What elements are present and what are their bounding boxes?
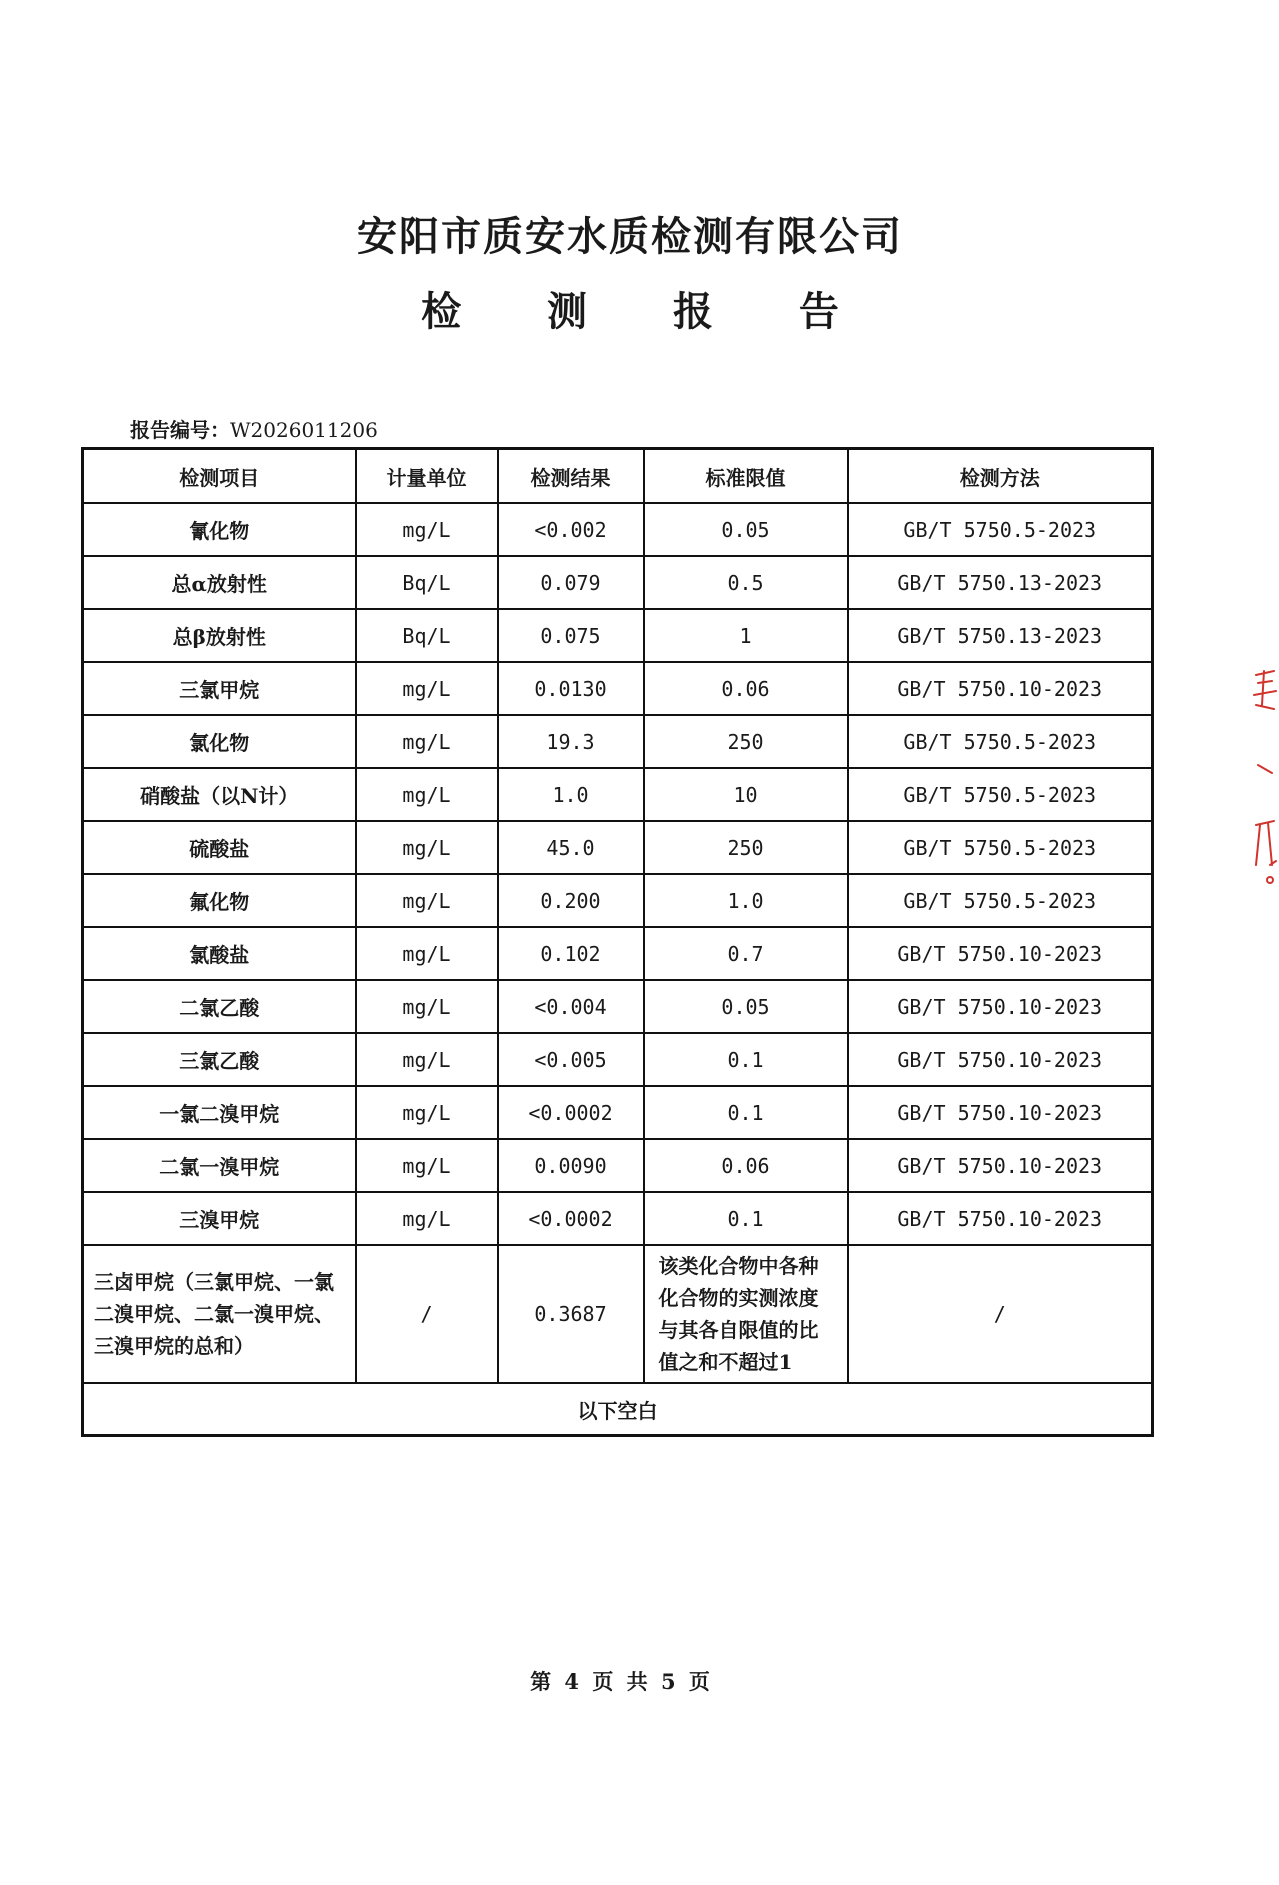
- cell-limit: 1.0: [644, 874, 848, 927]
- table-row: [83, 874, 1153, 927]
- cell-result: 0.0130: [498, 662, 644, 715]
- cell-method: GB/T 5750.10-2023: [848, 1033, 1153, 1086]
- table-row: [83, 927, 1153, 980]
- table-row: [83, 768, 1153, 821]
- cell-result: 0.075: [498, 609, 644, 662]
- cell-limit: 0.06: [644, 662, 848, 715]
- cell-limit: 0.1: [644, 1033, 848, 1086]
- table-row: [83, 715, 1153, 768]
- cell-method: GB/T 5750.10-2023: [848, 980, 1153, 1033]
- cell-item: 硫酸盐: [83, 821, 356, 874]
- cell-method: GB/T 5750.10-2023: [848, 1086, 1153, 1139]
- cell-limit: 0.1: [644, 1192, 848, 1245]
- cell-method: GB/T 5750.5-2023: [848, 715, 1153, 768]
- cell-result: 0.0090: [498, 1139, 644, 1192]
- table-row: [83, 1033, 1153, 1086]
- cell-item: 二氯一溴甲烷: [83, 1139, 356, 1192]
- cell-limit: 0.05: [644, 503, 848, 556]
- cell-unit: mg/L: [356, 1192, 498, 1245]
- cell-limit: 该类化合物中各种化合物的实测浓度与其各自限值的比值之和不超过1: [644, 1245, 848, 1383]
- cell-unit: mg/L: [356, 1139, 498, 1192]
- cell-limit: 10: [644, 768, 848, 821]
- cell-item: 氟化物: [83, 874, 356, 927]
- header-method: 检测方法: [848, 449, 1153, 504]
- report-number-label: 报告编号：: [130, 418, 230, 442]
- cell-limit: 0.5: [644, 556, 848, 609]
- cell-item: 氰化物: [83, 503, 356, 556]
- cell-unit: /: [356, 1245, 498, 1383]
- cell-unit: mg/L: [356, 768, 498, 821]
- blank-note: 以下空白: [83, 1383, 1153, 1436]
- table-row: [83, 980, 1153, 1033]
- cell-item: 二氯乙酸: [83, 980, 356, 1033]
- table-header-row: [83, 449, 1153, 504]
- cell-method: GB/T 5750.5-2023: [848, 503, 1153, 556]
- cell-result: 45.0: [498, 821, 644, 874]
- cell-result: 19.3: [498, 715, 644, 768]
- table-row: [83, 1139, 1153, 1192]
- table-row-summary: [83, 1245, 1153, 1383]
- report-number-line: [130, 414, 378, 443]
- cell-method: /: [848, 1245, 1153, 1383]
- cell-unit: Bq/L: [356, 556, 498, 609]
- cell-item: 硝酸盐（以N计）: [83, 768, 356, 821]
- cell-result: 0.3687: [498, 1245, 644, 1383]
- cell-result: <0.002: [498, 503, 644, 556]
- cell-item: 三氯甲烷: [83, 662, 356, 715]
- cell-item: 总β放射性: [83, 609, 356, 662]
- cell-item: 三溴甲烷: [83, 1192, 356, 1245]
- header-limit: 标准限值: [644, 449, 848, 504]
- page-number: 第 4 页 共 5 页: [530, 1669, 710, 1694]
- cell-unit: Bq/L: [356, 609, 498, 662]
- cell-unit: mg/L: [356, 927, 498, 980]
- cell-item: 氯化物: [83, 715, 356, 768]
- cell-method: GB/T 5750.5-2023: [848, 768, 1153, 821]
- cell-result: 1.0: [498, 768, 644, 821]
- cell-result: <0.004: [498, 980, 644, 1033]
- table-row-blank-note: [83, 1383, 1153, 1436]
- report-number-value: W2026011206: [230, 418, 378, 442]
- cell-item: 三卤甲烷（三氯甲烷、一氯二溴甲烷、二氯一溴甲烷、三溴甲烷的总和）: [83, 1245, 356, 1383]
- cell-limit: 1: [644, 609, 848, 662]
- company-name: 安阳市质安水质检测有限公司: [357, 213, 903, 260]
- cell-method: GB/T 5750.10-2023: [848, 1192, 1153, 1245]
- header-item: 检测项目: [83, 449, 356, 504]
- header-result: 检测结果: [498, 449, 644, 504]
- cell-limit: 0.06: [644, 1139, 848, 1192]
- cell-limit: 0.1: [644, 1086, 848, 1139]
- cell-limit: 0.7: [644, 927, 848, 980]
- cell-unit: mg/L: [356, 821, 498, 874]
- table-row: [83, 821, 1153, 874]
- header-unit: 计量单位: [356, 449, 498, 504]
- cell-limit: 0.05: [644, 980, 848, 1033]
- results-table: [81, 447, 1154, 1437]
- cell-result: <0.005: [498, 1033, 644, 1086]
- cell-unit: mg/L: [356, 980, 498, 1033]
- cell-result: <0.0002: [498, 1192, 644, 1245]
- cell-method: GB/T 5750.13-2023: [848, 556, 1153, 609]
- cell-unit: mg/L: [356, 715, 498, 768]
- cell-unit: mg/L: [356, 874, 498, 927]
- cell-result: 0.079: [498, 556, 644, 609]
- table-row: [83, 556, 1153, 609]
- cell-item: 氯酸盐: [83, 927, 356, 980]
- table-row: [83, 1086, 1153, 1139]
- cell-result: 0.102: [498, 927, 644, 980]
- cell-item: 总α放射性: [83, 556, 356, 609]
- cell-method: GB/T 5750.5-2023: [848, 874, 1153, 927]
- cell-method: GB/T 5750.13-2023: [848, 609, 1153, 662]
- table-row: [83, 662, 1153, 715]
- cell-limit: 250: [644, 715, 848, 768]
- cell-item: 三氯乙酸: [83, 1033, 356, 1086]
- cell-method: GB/T 5750.10-2023: [848, 927, 1153, 980]
- cell-unit: mg/L: [356, 503, 498, 556]
- table-row: [83, 503, 1153, 556]
- cell-unit: mg/L: [356, 662, 498, 715]
- table-row: [83, 609, 1153, 662]
- report-title: 检 测 报 告: [421, 288, 875, 335]
- cell-method: GB/T 5750.10-2023: [848, 1139, 1153, 1192]
- cell-unit: mg/L: [356, 1033, 498, 1086]
- cell-item: 一氯二溴甲烷: [83, 1086, 356, 1139]
- seal-stamp-fragment: [1250, 665, 1279, 915]
- cell-limit: 250: [644, 821, 848, 874]
- cell-unit: mg/L: [356, 1086, 498, 1139]
- cell-result: <0.0002: [498, 1086, 644, 1139]
- cell-method: GB/T 5750.10-2023: [848, 662, 1153, 715]
- cell-result: 0.200: [498, 874, 644, 927]
- table-row: [83, 1192, 1153, 1245]
- cell-method: GB/T 5750.5-2023: [848, 821, 1153, 874]
